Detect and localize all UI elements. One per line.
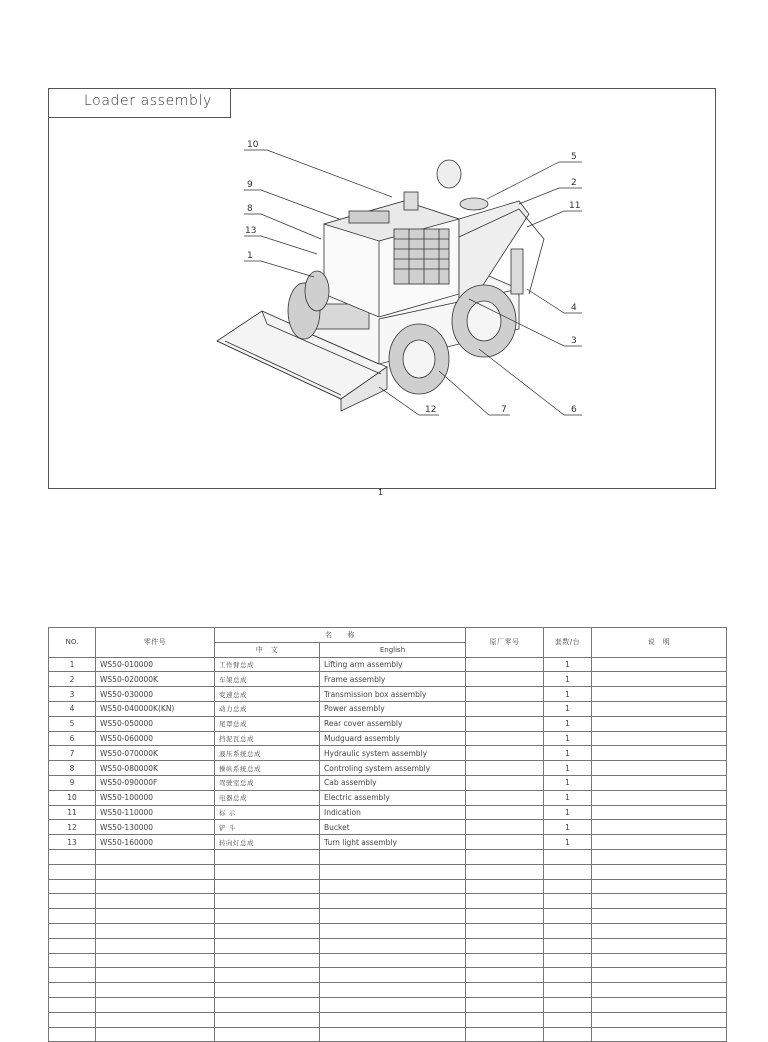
cell-qty: 1: [544, 716, 592, 731]
header-factory-no: 原厂零号: [466, 628, 544, 658]
cell-part: WS50-010000: [96, 657, 215, 672]
cell-en: Frame assembly: [320, 672, 466, 687]
cell-no: 11: [49, 805, 96, 820]
empty-cell: [544, 864, 592, 879]
empty-cell: [215, 953, 320, 968]
empty-row: [49, 879, 727, 894]
header-name: 名 称: [215, 628, 466, 643]
empty-cell: [592, 997, 727, 1012]
empty-cell: [49, 1027, 96, 1042]
cell-no: 12: [49, 820, 96, 835]
figure-title: Loader assembly: [49, 89, 231, 118]
cell-remark: [592, 731, 727, 746]
empty-row: [49, 997, 727, 1012]
empty-cell: [215, 879, 320, 894]
cell-cn: 标 示: [215, 805, 320, 820]
cell-part: WS50-040000K(KN): [96, 701, 215, 716]
cell-remark: [592, 716, 727, 731]
table-row: [49, 672, 727, 687]
empty-cell: [466, 894, 544, 909]
cell-remark: [592, 746, 727, 761]
empty-cell: [544, 923, 592, 938]
empty-cell: [320, 849, 466, 864]
empty-cell: [215, 938, 320, 953]
empty-cell: [544, 997, 592, 1012]
header-qty: 套数/台: [544, 628, 592, 658]
empty-cell: [49, 938, 96, 953]
callout-12: 12: [425, 405, 437, 415]
empty-cell: [320, 953, 466, 968]
callout-6: 6: [571, 405, 577, 415]
cell-factory: [466, 746, 544, 761]
empty-cell: [215, 1027, 320, 1042]
empty-cell: [320, 879, 466, 894]
empty-cell: [215, 909, 320, 924]
cell-no: 2: [49, 672, 96, 687]
cell-remark: [592, 775, 727, 790]
empty-cell: [592, 864, 727, 879]
empty-cell: [215, 894, 320, 909]
empty-cell: [320, 894, 466, 909]
empty-cell: [592, 983, 727, 998]
empty-cell: [96, 923, 215, 938]
cell-qty: 1: [544, 835, 592, 850]
cell-qty: 1: [544, 687, 592, 702]
cell-factory: [466, 835, 544, 850]
empty-cell: [320, 938, 466, 953]
cell-remark: [592, 701, 727, 716]
cell-part: WS50-100000: [96, 790, 215, 805]
empty-cell: [96, 1012, 215, 1027]
callout-11: 11: [569, 201, 581, 211]
cell-no: 9: [49, 775, 96, 790]
empty-cell: [320, 1027, 466, 1042]
empty-cell: [544, 983, 592, 998]
callout-5: 5: [571, 152, 577, 162]
empty-cell: [49, 879, 96, 894]
empty-cell: [592, 879, 727, 894]
cell-en: Hydraulic system assembly: [320, 746, 466, 761]
cell-factory: [466, 805, 544, 820]
empty-cell: [466, 879, 544, 894]
empty-cell: [320, 923, 466, 938]
cell-part: WS50-060000: [96, 731, 215, 746]
cell-en: Power assembly: [320, 701, 466, 716]
cell-qty: 1: [544, 820, 592, 835]
empty-cell: [96, 894, 215, 909]
empty-cell: [592, 909, 727, 924]
empty-cell: [96, 983, 215, 998]
cell-en: Indication: [320, 805, 466, 820]
cell-no: 4: [49, 701, 96, 716]
table-row: [49, 835, 727, 850]
cell-en: Turn light assembly: [320, 835, 466, 850]
empty-cell: [49, 953, 96, 968]
cell-remark: [592, 687, 727, 702]
cell-qty: 1: [544, 657, 592, 672]
cell-remark: [592, 820, 727, 835]
cell-factory: [466, 731, 544, 746]
cell-remark: [592, 657, 727, 672]
callout-3: 3: [571, 336, 577, 346]
cell-part: WS50-130000: [96, 820, 215, 835]
empty-cell: [320, 1012, 466, 1027]
empty-cell: [96, 938, 215, 953]
table-row: [49, 731, 727, 746]
cell-no: 5: [49, 716, 96, 731]
table-row: [49, 746, 727, 761]
empty-cell: [215, 983, 320, 998]
cell-remark: [592, 835, 727, 850]
cell-factory: [466, 716, 544, 731]
empty-cell: [215, 864, 320, 879]
cell-en: Transmission box assembly: [320, 687, 466, 702]
cell-cn: 尾罩总成: [215, 716, 320, 731]
cell-qty: 1: [544, 672, 592, 687]
empty-cell: [215, 997, 320, 1012]
table-row: [49, 775, 727, 790]
empty-cell: [466, 1012, 544, 1027]
cell-part: WS50-070000K: [96, 746, 215, 761]
cell-cn: 挡泥瓦总成: [215, 731, 320, 746]
empty-cell: [466, 849, 544, 864]
cell-qty: 1: [544, 731, 592, 746]
empty-cell: [96, 997, 215, 1012]
empty-cell: [320, 968, 466, 983]
cell-part: WS50-050000: [96, 716, 215, 731]
callout-8: 8: [247, 204, 253, 214]
cell-en: Bucket: [320, 820, 466, 835]
empty-row: [49, 1012, 727, 1027]
empty-cell: [544, 849, 592, 864]
parts-table: [48, 627, 727, 1042]
header-row-1: [49, 628, 727, 643]
empty-cell: [592, 1012, 727, 1027]
cell-remark: [592, 805, 727, 820]
table-row: [49, 701, 727, 716]
empty-cell: [320, 909, 466, 924]
cell-factory: [466, 657, 544, 672]
empty-cell: [592, 968, 727, 983]
empty-cell: [592, 1027, 727, 1042]
cell-qty: 1: [544, 761, 592, 776]
engine-shape: [437, 160, 488, 210]
empty-row: [49, 849, 727, 864]
loader-drawing: [49, 89, 717, 490]
empty-row: [49, 938, 727, 953]
empty-row: [49, 909, 727, 924]
cell-en: Controling system assembly: [320, 761, 466, 776]
cell-cn: 液压系统总成: [215, 746, 320, 761]
empty-cell: [544, 938, 592, 953]
cell-cn: 电器总成: [215, 790, 320, 805]
empty-cell: [215, 968, 320, 983]
cell-no: 1: [49, 657, 96, 672]
cell-cn: 铲 斗: [215, 820, 320, 835]
callout-4: 4: [571, 303, 577, 313]
cell-part: WS50-090000F: [96, 775, 215, 790]
empty-cell: [544, 909, 592, 924]
empty-row: [49, 923, 727, 938]
empty-cell: [49, 864, 96, 879]
empty-cell: [96, 968, 215, 983]
empty-cell: [215, 1012, 320, 1027]
cell-cn: 操纵系统总成: [215, 761, 320, 776]
table-row: [49, 761, 727, 776]
empty-cell: [592, 953, 727, 968]
empty-row: [49, 864, 727, 879]
cell-qty: 1: [544, 805, 592, 820]
empty-cell: [96, 1027, 215, 1042]
empty-cell: [49, 983, 96, 998]
empty-cell: [544, 968, 592, 983]
empty-cell: [466, 968, 544, 983]
empty-row: [49, 894, 727, 909]
cell-cn: 驾驶室总成: [215, 775, 320, 790]
table-row: [49, 790, 727, 805]
empty-cell: [466, 983, 544, 998]
empty-cell: [544, 1012, 592, 1027]
empty-cell: [466, 909, 544, 924]
empty-cell: [320, 864, 466, 879]
table-row: [49, 657, 727, 672]
header-part-no: 零件号: [96, 628, 215, 658]
empty-row: [49, 953, 727, 968]
empty-cell: [466, 938, 544, 953]
empty-cell: [544, 1027, 592, 1042]
cell-en: Lifting arm assembly: [320, 657, 466, 672]
callout-1: 1: [247, 251, 253, 261]
empty-cell: [49, 849, 96, 864]
empty-cell: [49, 894, 96, 909]
empty-cell: [592, 923, 727, 938]
empty-cell: [49, 909, 96, 924]
empty-cell: [466, 1027, 544, 1042]
loader-illustration: [217, 160, 544, 411]
cell-part: WS50-110000: [96, 805, 215, 820]
empty-cell: [49, 997, 96, 1012]
empty-cell: [215, 849, 320, 864]
header-no: NO.: [49, 628, 96, 658]
cell-no: 13: [49, 835, 96, 850]
cell-cn: 动力总成: [215, 701, 320, 716]
empty-cell: [544, 953, 592, 968]
empty-cell: [49, 923, 96, 938]
page-number: 1: [378, 488, 384, 497]
cell-en: Rear cover assembly: [320, 716, 466, 731]
empty-cell: [592, 849, 727, 864]
callout-2: 2: [571, 178, 577, 188]
empty-row: [49, 983, 727, 998]
cell-part: WS50-160000: [96, 835, 215, 850]
header-chinese: 中 文: [215, 642, 320, 657]
cell-qty: 1: [544, 701, 592, 716]
cell-remark: [592, 790, 727, 805]
empty-cell: [96, 879, 215, 894]
cell-no: 8: [49, 761, 96, 776]
cell-remark: [592, 672, 727, 687]
table-row: [49, 687, 727, 702]
empty-cell: [96, 849, 215, 864]
cell-cn: 转向灯总成: [215, 835, 320, 850]
empty-cell: [592, 938, 727, 953]
cell-qty: 1: [544, 746, 592, 761]
cell-factory: [466, 820, 544, 835]
callout-13: 13: [245, 226, 257, 236]
empty-cell: [96, 864, 215, 879]
cell-en: Electric assembly: [320, 790, 466, 805]
cell-no: 10: [49, 790, 96, 805]
cell-factory: [466, 761, 544, 776]
header-english: English: [320, 642, 466, 657]
cell-cn: 车架总成: [215, 672, 320, 687]
empty-cell: [466, 923, 544, 938]
callout-10: 10: [247, 140, 259, 150]
empty-cell: [466, 864, 544, 879]
cell-factory: [466, 701, 544, 716]
parts-table-body: [49, 657, 727, 1042]
callout-9: 9: [247, 180, 253, 190]
header-remark: 说 明: [592, 628, 727, 658]
empty-cell: [466, 953, 544, 968]
empty-cell: [215, 923, 320, 938]
cell-factory: [466, 775, 544, 790]
cell-cn: 变速总成: [215, 687, 320, 702]
cell-part: WS50-030000: [96, 687, 215, 702]
cell-part: WS50-080000K: [96, 761, 215, 776]
table-row: [49, 805, 727, 820]
cell-no: 7: [49, 746, 96, 761]
callout-7: 7: [501, 405, 507, 415]
table-row: [49, 716, 727, 731]
cell-en: Cab assembly: [320, 775, 466, 790]
cell-qty: 1: [544, 775, 592, 790]
cell-no: 3: [49, 687, 96, 702]
empty-cell: [592, 894, 727, 909]
empty-cell: [49, 968, 96, 983]
empty-cell: [320, 997, 466, 1012]
cell-factory: [466, 790, 544, 805]
empty-cell: [466, 997, 544, 1012]
table-row: [49, 820, 727, 835]
cell-remark: [592, 761, 727, 776]
empty-cell: [96, 909, 215, 924]
empty-cell: [544, 894, 592, 909]
empty-cell: [49, 1012, 96, 1027]
cell-no: 6: [49, 731, 96, 746]
cell-part: WS50-020000K: [96, 672, 215, 687]
cell-factory: [466, 672, 544, 687]
cell-cn: 工作臂总成: [215, 657, 320, 672]
cell-qty: 1: [544, 790, 592, 805]
cell-factory: [466, 687, 544, 702]
empty-row: [49, 1027, 727, 1042]
cell-en: Mudguard assembly: [320, 731, 466, 746]
empty-cell: [320, 983, 466, 998]
figure-frame: [48, 88, 716, 489]
cab-shape: [324, 192, 459, 317]
empty-cell: [96, 953, 215, 968]
empty-row: [49, 968, 727, 983]
empty-cell: [544, 879, 592, 894]
